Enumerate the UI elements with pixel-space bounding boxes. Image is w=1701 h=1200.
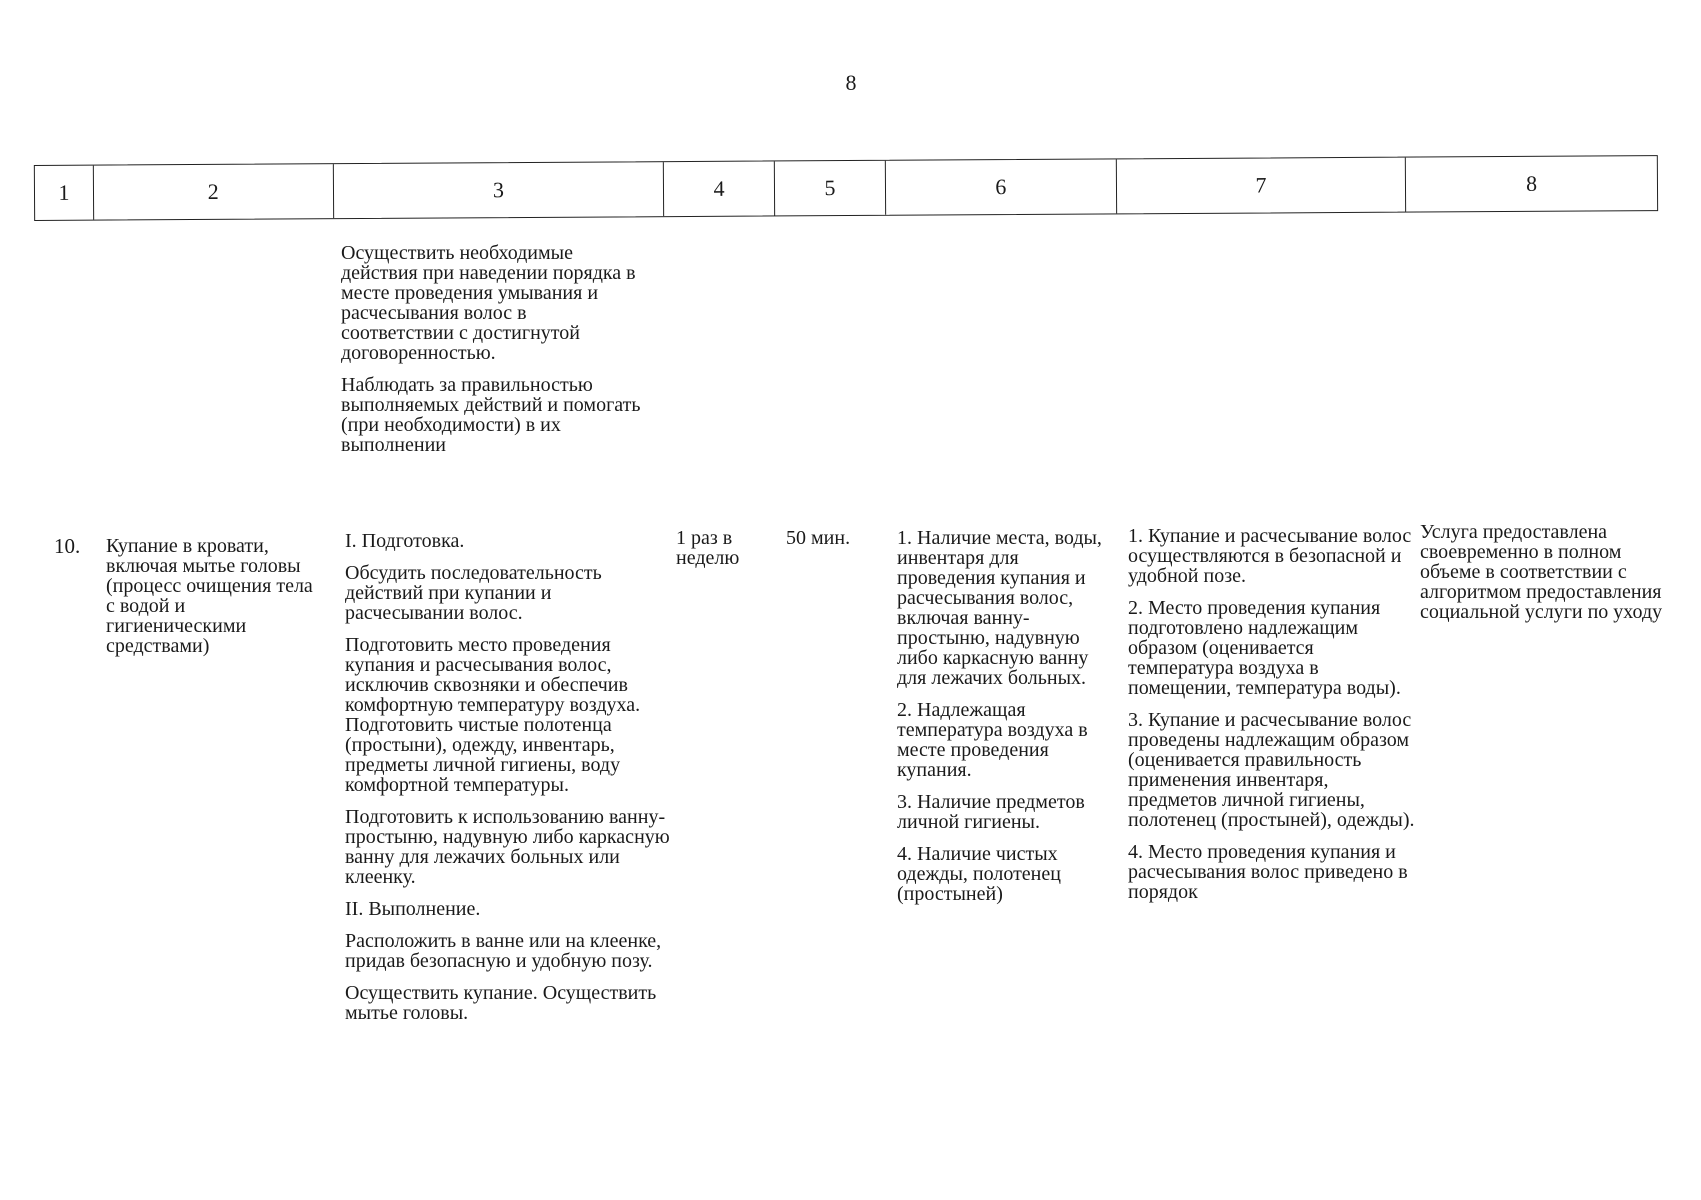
action-paragraph: I. Подготовка. — [345, 530, 465, 552]
action-paragraph: Обсудить последовательность действий при купании и расчесывании волос. — [345, 562, 602, 624]
quality-item: 4. Место проведения купания и расчесывания волос приведено в порядок — [1128, 841, 1408, 903]
action-paragraph: Подготовить к использованию ванну-простыню, надувную либо каркасную ванну для лежачих больных или клеенку. — [345, 806, 670, 888]
action-paragraph: Подготовить место проведения купания и расчесывания волос, исключив сквозняки и обеспечив комфортную температуру воздуха. Подготовить чистые полотенца (простыни), одежду, инвентарь, предметы личной гигиены, воду комфортной температуры. — [345, 634, 641, 796]
condition-item: 1. Наличие места, воды, инвентаря для проведения купания и расчесывания волос, включая ванну-простыню, надувную либо каркасную ванну для лежачих больных. — [897, 527, 1102, 689]
period-cell: 1 раз в неделю — [676, 527, 740, 569]
row-number: 10. — [54, 534, 81, 558]
action-paragraph: Расположить в ванне или на клеенке, придав безопасную и удобную позу. — [345, 930, 662, 972]
condition-item: 3. Наличие предметов личной гигиены. — [897, 791, 1085, 833]
quality-item: 2. Место проведения купания подготовлено надлежащим образом (оценивается температура воздуха в помещении, температура воды). — [1128, 597, 1401, 699]
conditions-cell — [897, 528, 1122, 904]
condition-item: 2. Надлежащая температура воздуха в месте проведения купания. — [897, 699, 1088, 781]
column-header-7: 7 — [1116, 158, 1406, 214]
column-header-6: 6 — [886, 159, 1117, 214]
column-header-2: 2 — [94, 164, 334, 219]
duration-cell: 50 мин. — [786, 527, 851, 549]
continued-action-paragraph: Осуществить необходимые действия при наведении порядка в месте проведения умывания и расчесывания волос в соответствии с достигнутой договоренностью. — [341, 242, 636, 364]
continued-action-paragraph: Наблюдать за правильностью выполняемых действий и помогать (при необходимости) в их выполнении — [341, 374, 641, 456]
column-header-4: 4 — [664, 161, 775, 216]
result-cell: Услуга предоставлена своевременно в полном объеме в соответствии с алгоритмом предоставления социальной услуги по уходу — [1420, 521, 1663, 623]
column-header-3: 3 — [333, 162, 664, 218]
table-header-row — [34, 155, 1658, 221]
quality-indicators-cell — [1128, 526, 1418, 902]
continued-actions-cell — [341, 243, 641, 455]
actions-cell — [345, 531, 675, 1023]
service-name-cell: Купание в кровати, включая мытье головы (процесс очищения тела с водой и гигиеническими средствами) — [106, 535, 313, 657]
column-header-8: 8 — [1526, 170, 1538, 196]
column-header-1: 1 — [35, 166, 94, 220]
page-number: 8 — [845, 70, 857, 95]
column-header-5: 5 — [775, 161, 886, 216]
action-paragraph: Осуществить купание. Осуществить мытье головы. — [345, 982, 657, 1024]
quality-item: 1. Купание и расчесывание волос осуществляются в безопасной и удобной позе. — [1128, 525, 1412, 587]
condition-item: 4. Наличие чистых одежды, полотенец (простыней) — [897, 843, 1061, 905]
quality-item: 3. Купание и расчесывание волос проведены надлежащим образом (оценивается правильность применения инвентаря, предметов личной гигиены, полотенец (простыней), одежды). — [1128, 709, 1415, 831]
action-paragraph: II. Выполнение. — [345, 898, 481, 920]
